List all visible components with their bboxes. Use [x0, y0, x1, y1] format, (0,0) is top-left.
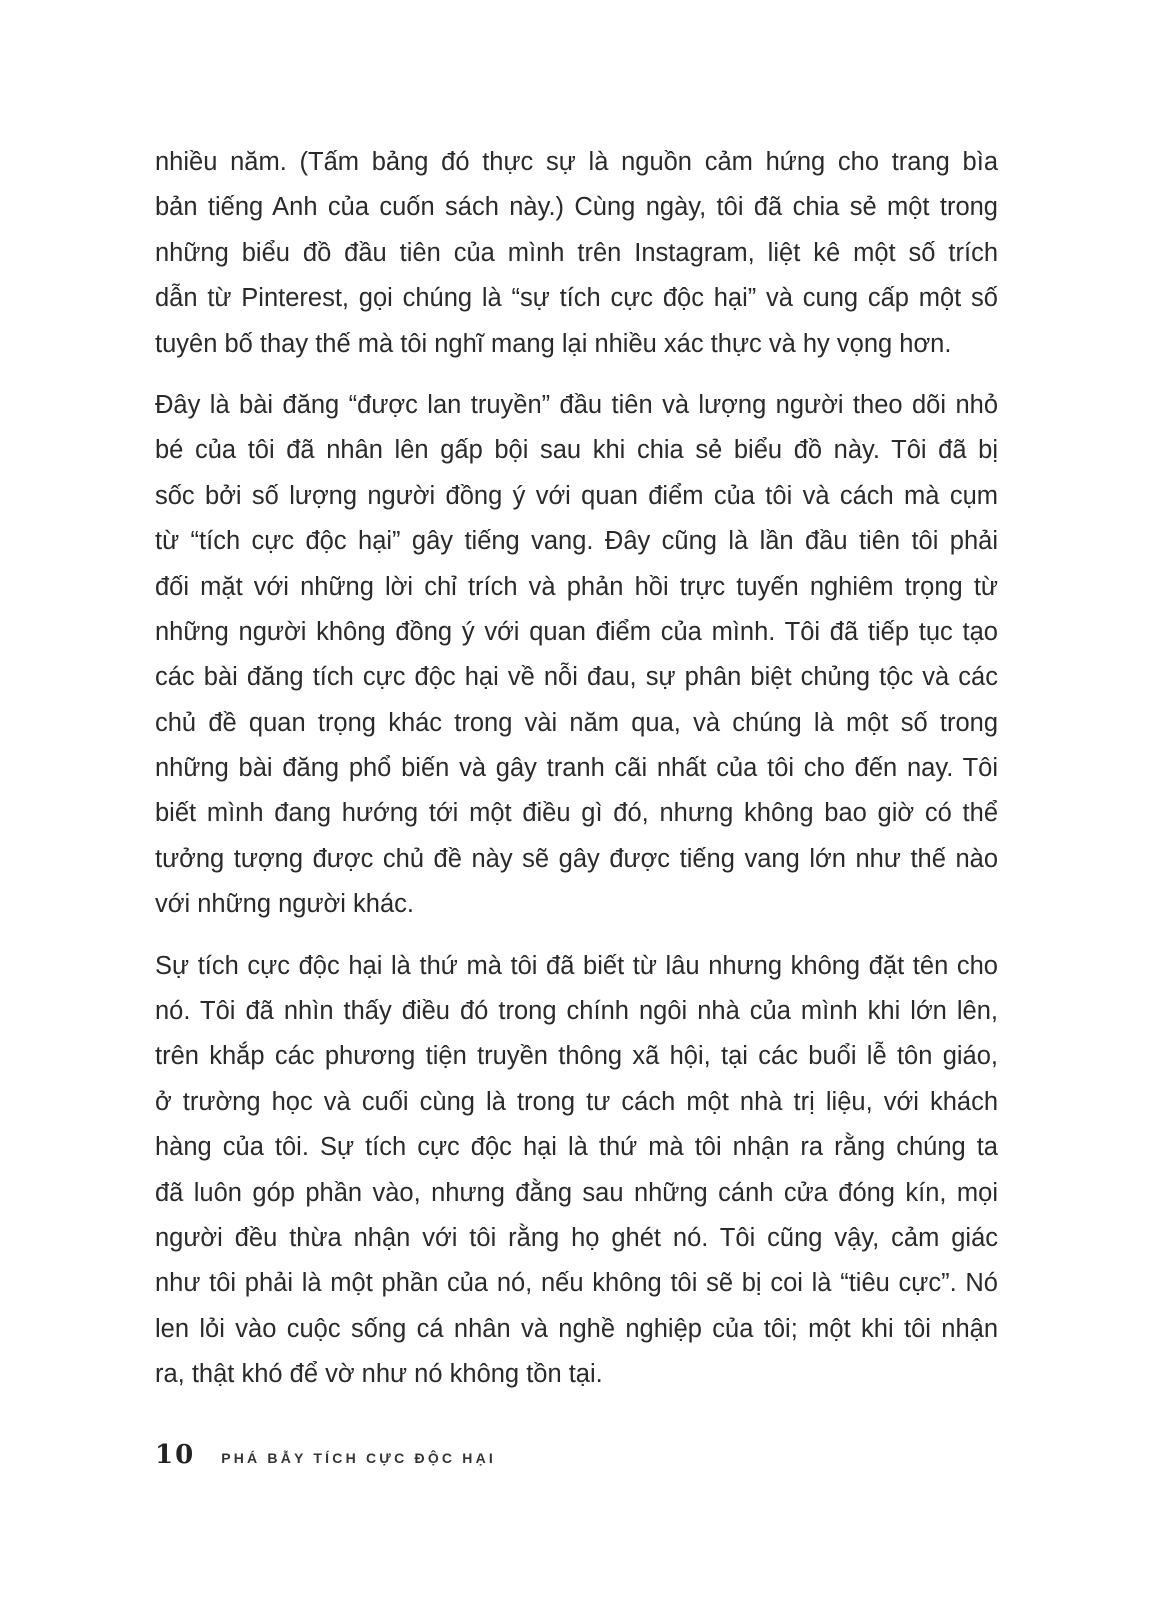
text-line: Đây là bài đăng “được lan truyền” đầu tiên và lượng người theo dõi nhỏ [155, 390, 998, 419]
text-line: những người không đồng ý với quan điểm của mình. Tôi đã tiếp tục tạo [155, 617, 998, 646]
text-line: những bài đăng phổ biến và gây tranh cãi nhất của tôi cho đến nay. Tôi [155, 754, 998, 783]
text-line: đã luôn góp phần vào, nhưng đằng sau những cánh cửa đóng kín, mọi [155, 1178, 998, 1207]
text-line: dẫn từ Pinterest, gọi chúng là “sự tích cực độc hại” và cung cấp một số [155, 284, 998, 313]
text-line: tưởng tượng được chủ đề này sẽ gây được tiếng vang lớn như thế nào [155, 844, 998, 873]
text-line: nó. Tôi đã nhìn thấy điều đó trong chính ngôi nhà của mình khi lớn lên, [155, 997, 998, 1026]
text-line: bé của tôi đã nhân lên gấp bội sau khi chia sẻ biểu đồ này. Tôi đã bị [155, 436, 998, 465]
text-line: với những người khác. [155, 890, 414, 919]
body-text [155, 140, 998, 1414]
text-line: trên khắp các phương tiện truyền thông xã hội, tại các buổi lễ tôn giáo, [155, 1042, 998, 1071]
text-line: như tôi phải là một phần của nó, nếu không tôi sẽ bị coi là “tiêu cực”. Nó [155, 1269, 998, 1298]
text-line: các bài đăng tích cực độc hại về nỗi đau, sự phân biệt chủng tộc và các [155, 663, 998, 692]
running-title: PHÁ BẪY TÍCH CỰC ĐỘC HẠI [221, 1450, 497, 1466]
text-line: sốc bởi số lượng người đồng ý với quan điểm của tôi và cách mà cụm [155, 481, 998, 510]
text-line: bản tiếng Anh của cuốn sách này.) Cùng ngày, tôi đã chia sẻ một trong [155, 193, 998, 222]
text-line: người đều thừa nhận với tôi rằng họ ghét nó. Tôi cũng vậy, cảm giác [155, 1223, 998, 1252]
text-line: từ “tích cực độc hại” gây tiếng vang. Đây cũng là lần đầu tiên tôi phải [155, 527, 998, 556]
paragraph [155, 944, 998, 1398]
text-line: len lỏi vào cuộc sống cá nhân và nghề nghiệp của tôi; một khi tôi nhận [155, 1314, 998, 1343]
text-line: ra, thật khó để vờ như nó không tồn tại. [155, 1360, 603, 1389]
paragraph [155, 383, 998, 928]
text-line: ở trường học và cuối cùng là trong tư cách một nhà trị liệu, với khách [155, 1087, 998, 1116]
text-line: biết mình đang hướng tới một điều gì đó, nhưng không bao giờ có thể [155, 799, 998, 828]
text-line: hàng của tôi. Sự tích cực độc hại là thứ mà tôi nhận ra rằng chúng ta [155, 1133, 998, 1162]
text-line: Sự tích cực độc hại là thứ mà tôi đã biết từ lâu nhưng không đặt tên cho [155, 951, 998, 980]
text-line: đối mặt với những lời chỉ trích và phản hồi trực tuyến nghiêm trọng từ [155, 572, 998, 601]
page-number: 10 [155, 1440, 196, 1470]
page-footer [155, 1440, 496, 1470]
text-line: tuyên bố thay thế mà tôi nghĩ mang lại nhiều xác thực và hy vọng hơn. [155, 329, 952, 358]
paragraph [155, 140, 998, 367]
text-line: chủ đề quan trọng khác trong vài năm qua, và chúng là một số trong [155, 708, 998, 737]
text-line: những biểu đồ đầu tiên của mình trên Instagram, liệt kê một số trích [155, 238, 998, 267]
text-line: nhiều năm. (Tấm bảng đó thực sự là nguồn cảm hứng cho trang bìa [155, 148, 998, 176]
